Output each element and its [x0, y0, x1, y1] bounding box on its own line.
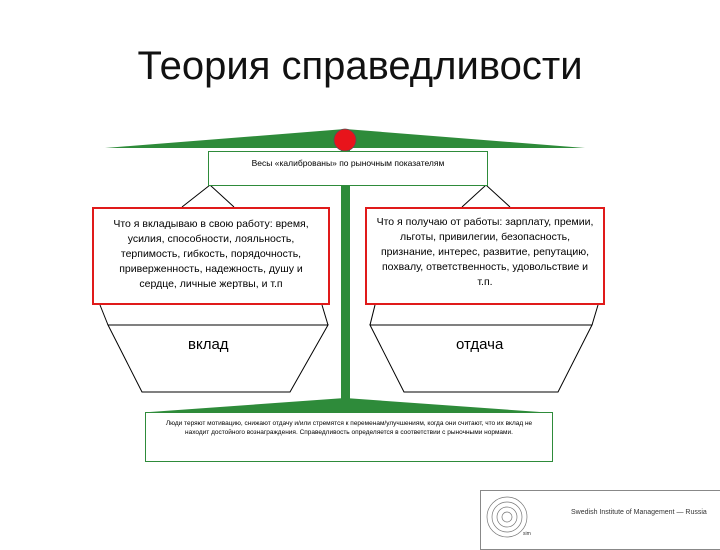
- return-box: Что я получаю от работы: зарплату, премии, льготы, привилегии, безопасность, признание, интерес, развитие, репутацию, похвалу, ответственность, удовольствие и т.п.: [365, 207, 605, 305]
- logo-text: Swedish Institute of Management — Russia: [571, 509, 707, 516]
- calibration-label: Весы «калиброваны» по рыночным показателям: [208, 151, 488, 186]
- investment-label: вклад: [188, 336, 229, 353]
- scale-base: [150, 398, 540, 412]
- logo-mark: sim: [523, 531, 531, 537]
- page-title: Теория справедливости: [137, 44, 583, 88]
- investment-box: Что я вкладываю в свою работу: время, усилия, способности, лояльность, терпимость, гибкость, порядочность, приверженность, надежность, душу и сердце, личные жертвы, и т.п: [92, 207, 330, 305]
- conclusion-note: Люди теряют мотивацию, снижают отдачу и/или стремятся к переменам/улучшениям, когда они считают, что их вклад не находит достойного вознаграждения. Справедливость определяется в соответствии с рыночными нормами.: [145, 412, 553, 462]
- institute-logo: [480, 490, 720, 550]
- scale-knob: [334, 129, 356, 151]
- return-label: отдача: [456, 336, 504, 353]
